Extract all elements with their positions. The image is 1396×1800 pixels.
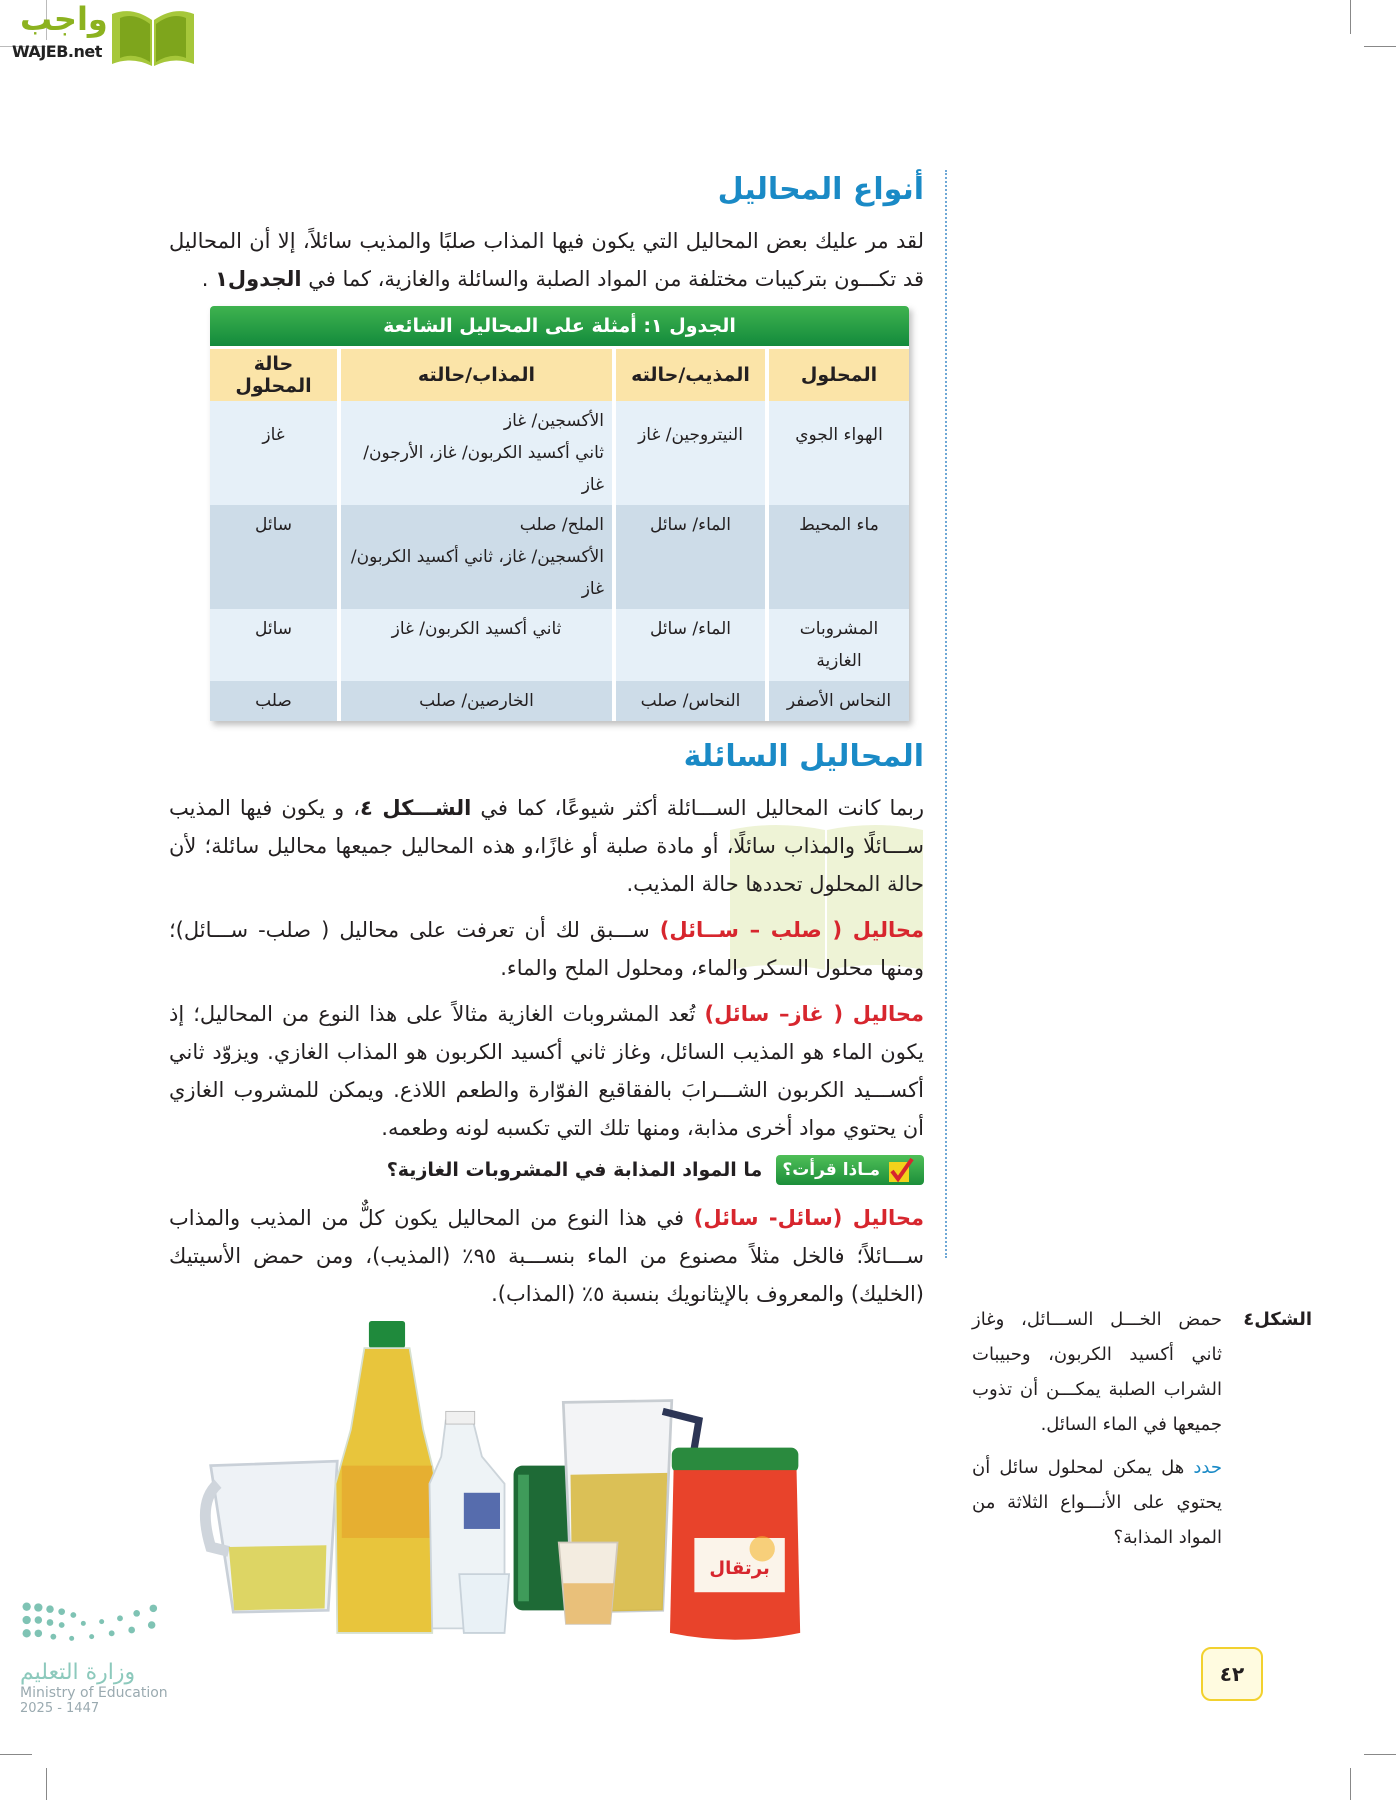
term-solid-liquid: محاليل ( صلب – ســائل): [659, 918, 924, 942]
ministry-name-english: Ministry of Education: [20, 1685, 168, 1701]
crop-mark: [1350, 0, 1351, 34]
cell-solvent: الماء/ سائل: [612, 505, 765, 609]
cell-state: صلب: [210, 681, 337, 721]
liquid-intro-text: ربما كانت المحاليل الســـائلة أكثر شيوعًا، كما في: [471, 796, 924, 820]
solute-line: الأكسجين/ غاز، ثاني أكسيد الكربون/ غاز: [350, 547, 604, 599]
intro-paragraph: [169, 222, 924, 298]
header-state: حالة المحلول: [210, 346, 337, 401]
caption-text: حمض الخـــل الســـائل، وغاز ثاني أكسيد الكربون، وحبيبات الشراب الصلبة يمكـــن أن تذوب جميعها في الماء السائل.: [972, 1309, 1222, 1435]
table-row: [210, 681, 909, 721]
figure-question: [972, 1450, 1222, 1555]
checkmark-icon: [888, 1157, 914, 1183]
cell-solute: ثاني أكسيد الكربون/ غاز: [337, 609, 612, 681]
table-reference[interactable]: الجدول١: [215, 267, 302, 291]
ministry-dots-icon: [20, 1600, 170, 1650]
table-row: [210, 609, 909, 681]
logo-latin: WAJEB.net: [12, 42, 102, 61]
solid-liquid-text: ســـبق لك أن تعرفت على محاليل ( صلب- ســـائل)؛ ومنها محلول السكر والماء، ومحلول الملح والماء.: [169, 918, 924, 980]
solutions-photo: [160, 1321, 840, 1651]
logo-arabic: واجب: [20, 0, 108, 38]
solute-line: ثاني أكسيد الكربون/ غاز، الأرجون/ غاز: [363, 443, 604, 495]
gas-liquid-text: تُعد المشروبات الغازية مثالاً على هذا النوع من المحاليل؛ إذ يكون الماء هو المذيب السائل، وغاز ثاني أكسيد الكربون هو المذاب الغازي. ويزوّد ثاني أكســـيد الكربون الشـــرابَ بالفقاقيع الفوّارة والطعم اللاذع. ويمكن للمشروب الغازي أن يحتوي مواد أخرى مذابة، ومنها تلك التي تكسبه لونه وطعمه.: [169, 1002, 924, 1140]
figure-caption: [962, 1302, 1312, 1555]
term-gas-liquid: محاليل ( غاز– سائل): [704, 1002, 924, 1026]
column-divider: [945, 170, 947, 1258]
crop-mark: [1364, 1754, 1396, 1755]
wajeb-logo[interactable]: [8, 0, 198, 66]
section-title-liquid-solutions: المحاليل السائلة: [683, 739, 924, 774]
reading-check-label: مـاذا قرأت؟: [782, 1160, 880, 1180]
question-verb: حدد: [1193, 1457, 1222, 1478]
ministry-logo: [20, 1600, 170, 1750]
crop-mark: [0, 1754, 32, 1755]
question-text: هل يمكن لمحلول سائل أن يحتوي على الأنـــواع الثلاثة من المواد المذابة؟: [972, 1457, 1222, 1548]
header-solution: المحلول: [765, 346, 909, 401]
cell-state: سائل: [210, 609, 337, 681]
table-wrapper: [169, 306, 909, 721]
crop-mark: [46, 1768, 47, 1800]
cell-solution: ماء المحيط: [765, 505, 909, 609]
cell-solute: [337, 401, 612, 505]
jar-label: برتقال: [709, 1558, 770, 1580]
ministry-name-arabic: وزارة التعليم: [20, 1660, 136, 1685]
reading-check-badge: [776, 1155, 924, 1185]
table-row: [210, 505, 909, 609]
cell-solution: المشروبات الغازية: [765, 609, 909, 681]
solid-liquid-paragraph: [169, 911, 924, 987]
solute-line: الملح/ صلب: [519, 515, 604, 535]
cell-solvent: النيتروجين/ غاز: [612, 401, 765, 505]
reading-check: [169, 1155, 924, 1185]
solute-line: الأكسجين/ غاز: [503, 411, 604, 431]
cell-state: غاز: [210, 401, 337, 505]
liquid-intro-text: ، و يكون فيها المذيب ســـائلًا والمذاب سائلًا، أو مادة صلبة أو غازًا،و هذه المحاليل جميعها محاليل سائلة؛ لأن حالة المحلول تحددها حالة المذيب.: [169, 796, 924, 896]
intro-end: .: [201, 267, 216, 291]
cell-solvent: النحاس/ صلب: [612, 681, 765, 721]
edition-year: 2025 - 1447: [20, 1701, 100, 1716]
cell-solvent: الماء/ سائل: [612, 609, 765, 681]
figure-4-photo: [160, 1321, 840, 1651]
cell-solute: الخارصين/ صلب: [337, 681, 612, 721]
reading-check-question: ما المواد المذابة في المشروبات الغازية؟: [386, 1159, 763, 1181]
table-row: [210, 401, 909, 505]
main-column: [169, 168, 924, 1651]
cell-state: سائل: [210, 505, 337, 609]
book-icon: [108, 6, 198, 66]
crop-mark: [1364, 46, 1396, 47]
intro-text: لقد مر عليك بعض المحاليل التي يكون فيها المذاب صلبًا والمذيب سائلاً، إلا أن المحاليل قد تكـــون بتركيبات مختلفة من المواد الصلبة والسائلة والغازية، كما في: [169, 229, 924, 291]
crop-mark: [1350, 1768, 1351, 1800]
liquid-intro-paragraph: [169, 789, 924, 903]
figure-label: الشكل٤: [1243, 1309, 1312, 1330]
solutions-table: [210, 306, 909, 721]
section-title-types: أنواع المحاليل: [717, 172, 924, 207]
cell-solution: النحاس الأصفر: [765, 681, 909, 721]
header-solvent: المذيب/حالته: [612, 346, 765, 401]
gas-liquid-paragraph: [169, 995, 924, 1147]
header-solute: المذاب/حالته: [337, 346, 612, 401]
cell-solute: [337, 505, 612, 609]
term-liquid-liquid: محاليل (سائل- سائل): [693, 1206, 924, 1230]
liquid-liquid-text: في هذا النوع من المحاليل يكون كلٌّ من المذيب والمذاب ســـائلاً؛ فالخل مثلاً مصنوع من الماء بنســـبة ٩٥٪ (المذيب)، ومن حمض الأسيتيك (الخليك) والمعروف بالإيثانويك بنسبة ٥٪ (المذاب).: [169, 1206, 924, 1306]
page-number: ٤٢: [1201, 1647, 1263, 1701]
table-caption: الجدول ١: أمثلة على المحاليل الشائعة: [210, 306, 909, 346]
cell-solution: الهواء الجوي: [765, 401, 909, 505]
liquid-liquid-paragraph: [169, 1199, 924, 1313]
figure-reference[interactable]: الشـــكل ٤: [359, 796, 472, 820]
